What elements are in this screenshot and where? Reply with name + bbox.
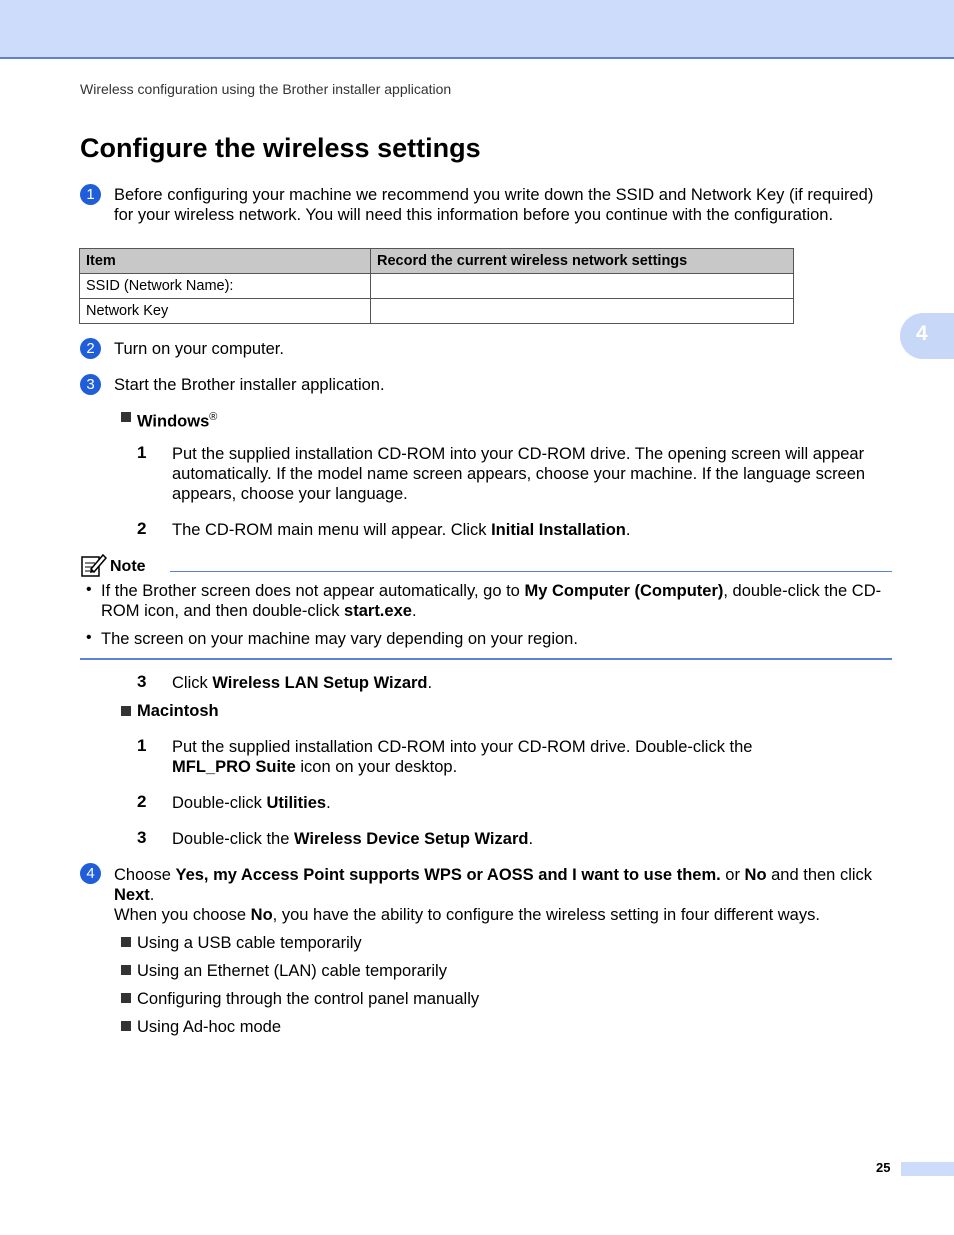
mac-sub-2-text: Double-click Utilities. [172, 794, 331, 812]
square-bullet-icon [121, 1021, 131, 1031]
page-title: Configure the wireless settings [80, 133, 481, 163]
square-bullet-icon [121, 993, 131, 1003]
table-cell-value [371, 274, 794, 299]
table-cell-item: SSID (Network Name): [80, 274, 371, 299]
note-bullet-1: • [86, 581, 92, 598]
list-item: Using an Ethernet (LAN) cable temporarily [137, 962, 447, 980]
mac-sub-2-number: 2 [137, 792, 147, 811]
note-label: Note [110, 558, 146, 575]
step-4-text: Choose Yes, my Access Point supports WPS or AOSS and I want to use them. or No and then click Next. [114, 866, 873, 904]
wireless-settings-table [79, 248, 794, 324]
note-bottom-rule [80, 658, 892, 660]
mac-sub-3-text: Double-click the Wireless Device Setup Wizard. [172, 830, 534, 848]
square-bullet-icon [121, 965, 131, 975]
table-row [80, 274, 794, 299]
mac-sub-3-number: 3 [137, 828, 147, 847]
table-header-row [80, 249, 794, 274]
windows-sub-2-number: 2 [137, 519, 147, 538]
windows-sub-2-text: The CD-ROM main menu will appear. Click Initial Installation. [172, 521, 631, 539]
page-number: 25 [876, 1160, 891, 1175]
footer-bar [901, 1162, 954, 1176]
step-3-icon: 3 [80, 374, 101, 395]
table-row [80, 299, 794, 324]
macintosh-heading: Macintosh [137, 702, 219, 720]
table-cell-item: Network Key [80, 299, 371, 324]
note-item-1: If the Brother screen does not appear automatically, go to My Computer (Computer), double-click the CD-ROM icon, and then double-click start.exe. [101, 582, 882, 620]
step-1-icon: 1 [80, 184, 101, 205]
square-bullet-icon [121, 706, 131, 716]
note-top-rule [170, 571, 892, 572]
mac-sub-1-number: 1 [137, 736, 147, 755]
windows-sub-3-text: Click Wireless LAN Setup Wizard. [172, 674, 433, 692]
note-bullet-2: • [86, 629, 92, 646]
square-bullet-icon [121, 937, 131, 947]
step-1-text: Before configuring your machine we recommend you write down the SSID and Network Key (if required) for your wireless network. You will need this information before you continue with the configuration. [114, 186, 874, 224]
windows-heading: Windows® [137, 411, 218, 431]
step-2-text: Turn on your computer. [114, 340, 284, 358]
note-pencil-icon [81, 553, 107, 577]
step-2-icon: 2 [80, 338, 101, 359]
top-header-band [0, 0, 954, 59]
windows-sub-3-number: 3 [137, 672, 147, 691]
list-item: Using a USB cable temporarily [137, 934, 362, 952]
chapter-tab [900, 313, 954, 359]
list-item: Configuring through the control panel manually [137, 990, 480, 1008]
table-cell-value [371, 299, 794, 324]
step-3-text: Start the Brother installer application. [114, 376, 385, 394]
step-4-explanation: When you choose No, you have the ability to configure the wireless setting in four different ways. [114, 906, 820, 924]
table-header-record: Record the current wireless network settings [371, 249, 794, 274]
table-header-item: Item [80, 249, 371, 274]
mac-sub-1-text: Put the supplied installation CD-ROM into your CD-ROM drive. Double-click the MFL_PRO Suite icon on your desktop. [172, 738, 753, 776]
list-item: Using Ad-hoc mode [137, 1018, 281, 1036]
note-item-2: The screen on your machine may vary depending on your region. [101, 630, 578, 648]
chapter-number: 4 [916, 322, 928, 345]
running-header: Wireless configuration using the Brother installer application [80, 81, 452, 97]
windows-sub-1-text: Put the supplied installation CD-ROM into your CD-ROM drive. The opening screen will appear automatically. If the model name screen appears, choose your machine. If the language screen appears, choose your language. [172, 445, 866, 503]
step-4-icon: 4 [80, 863, 101, 884]
square-bullet-icon [121, 412, 131, 422]
windows-sub-1-number: 1 [137, 443, 147, 462]
